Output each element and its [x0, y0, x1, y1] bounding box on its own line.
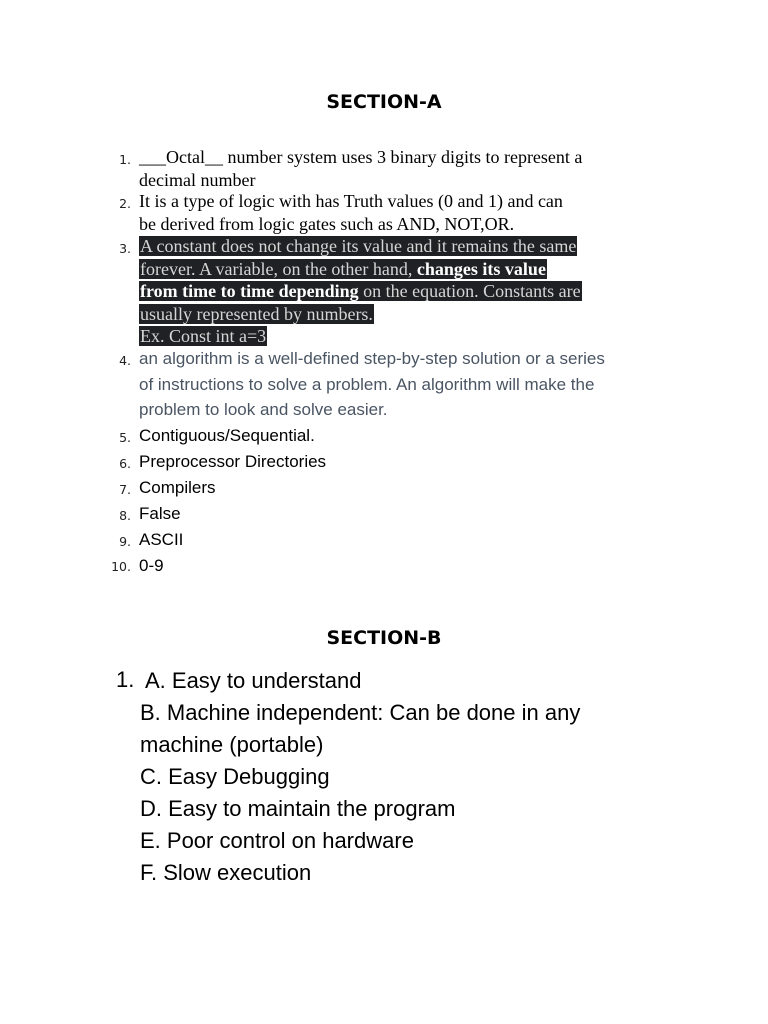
item-number: 2.: [119, 196, 131, 211]
item-number: 1.: [119, 152, 131, 167]
answer-line: C. Easy Debugging: [140, 764, 330, 789]
item-number: 1.: [116, 667, 135, 692]
answer-line: an algorithm is a well-defined step-by-step solution or a series: [139, 349, 605, 368]
item-number: 4.: [119, 353, 131, 368]
bold-phrase: changes its value: [416, 258, 546, 279]
section-a-heading: SECTION-A: [326, 91, 442, 113]
bold-phrase: from time to time depending: [140, 281, 359, 301]
answer-line: D. Easy to maintain the program: [140, 796, 456, 821]
answer-line: machine (portable): [140, 732, 324, 757]
answer-line: A constant does not change its value and it remains the same: [140, 236, 577, 256]
answer-line: B. Machine independent: Can be done in any: [140, 700, 581, 725]
answer-text: Contiguous/Sequential.: [139, 426, 315, 445]
answer-text: 0-9: [139, 556, 164, 575]
answer-text: [139, 146, 582, 191]
item-number: 7.: [119, 482, 131, 497]
answer-line: ___Octal__ number system uses 3 binary digits to represent a: [139, 147, 583, 167]
answer-text: [139, 190, 563, 235]
answer-text: ASCII: [139, 530, 184, 549]
answer-line-part: on the equation. Constants are: [358, 281, 581, 301]
answer-text: [139, 346, 605, 423]
answer-text: Preprocessor Directories: [139, 452, 327, 471]
answer-line: A. Easy to understand: [145, 668, 362, 693]
section-b-heading: SECTION-B: [326, 627, 442, 649]
answer-line: problem to look and solve easier.: [139, 400, 388, 420]
answer-line: of instructions to solve a problem. An algorithm will make the: [139, 374, 595, 394]
item-number: 5.: [119, 430, 131, 445]
highlighted-answer-text: [139, 235, 582, 348]
answer-line: be derived from logic gates such as AND, NOT,OR.: [139, 213, 515, 234]
answer-text: False: [139, 504, 181, 523]
answer-text: Compilers: [139, 478, 216, 497]
answer-line: It is a type of logic with has Truth values (0 and 1) and can: [139, 191, 563, 211]
item-number: 3.: [119, 241, 131, 256]
answer-line: decimal number: [139, 169, 256, 190]
answer-line: E. Poor control on hardware: [140, 828, 414, 853]
item-number: 10.: [111, 559, 131, 574]
item-number: 9.: [119, 534, 131, 549]
answer-line-part: forever. A variable, on the other hand,: [140, 258, 417, 279]
item-number: 6.: [119, 456, 131, 471]
answer-line: Ex. Const int a=3: [140, 326, 267, 346]
answer-line: usually represented by numbers.: [140, 303, 373, 324]
answer-line: F. Slow execution: [140, 860, 312, 885]
item-number: 8.: [119, 508, 131, 523]
